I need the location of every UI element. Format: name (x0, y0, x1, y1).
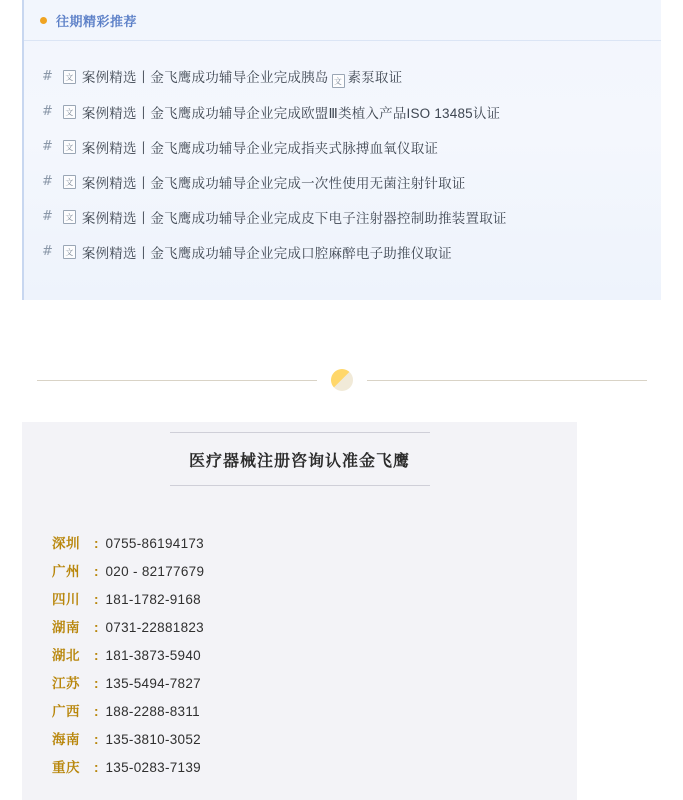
list-item (52, 644, 577, 672)
dot-icon (40, 17, 47, 24)
hash-icon: # (42, 209, 53, 224)
hash-icon: # (42, 104, 53, 119)
document-icon: 文 (332, 74, 345, 88)
list-item (52, 700, 577, 728)
list-item (52, 728, 577, 756)
list-item-label: 案例精选丨金飞鹰成功辅导企业完成欧盟Ⅲ类植入产品ISO 13485认证 (81, 105, 501, 121)
list-item (52, 756, 577, 784)
footer-title-block (22, 422, 577, 486)
contact-region: 广州 (52, 564, 80, 579)
divider-line-right (367, 380, 647, 381)
document-icon: 文 (63, 245, 76, 259)
contact-region: 重庆 (52, 760, 80, 775)
hash-icon: # (42, 174, 53, 189)
list-item-label: 案例精选丨金飞鹰成功辅导企业完成胰岛 文 素泵取证 (81, 69, 403, 86)
contact-region: 江苏 (52, 676, 80, 691)
document-icon: 文 (63, 105, 76, 119)
list-item (52, 672, 577, 700)
list-item-label: 案例精选丨金飞鹰成功辅导企业完成指夹式脉搏血氧仪取证 (81, 140, 439, 156)
document-icon: 文 (63, 70, 76, 84)
contact-region: 湖北 (52, 648, 80, 663)
contact-colon: : (94, 592, 99, 607)
contact-region: 四川 (52, 592, 80, 607)
recommended-header (24, 0, 661, 41)
contact-list (22, 486, 577, 784)
contact-colon: : (94, 760, 99, 775)
list-item[interactable] (24, 234, 661, 269)
contact-region: 湖南 (52, 620, 80, 635)
contact-region: 深圳 (52, 536, 80, 551)
contact-region: 广西 (52, 704, 80, 719)
list-item (52, 560, 577, 588)
page-title: 医疗器械注册咨询认准金飞鹰 (188, 453, 410, 470)
contact-colon: : (94, 620, 99, 635)
list-item (52, 532, 577, 560)
section-divider (0, 362, 683, 398)
contact-colon: : (94, 648, 99, 663)
contact-phone[interactable]: 181-1782-9168 (105, 592, 201, 607)
list-item[interactable] (24, 129, 661, 164)
list-item (52, 616, 577, 644)
document-icon: 文 (63, 140, 76, 154)
hash-icon: # (42, 69, 53, 84)
contact-phone[interactable]: 020 - 82177679 (105, 564, 205, 579)
contact-colon: : (94, 564, 99, 579)
list-item[interactable] (24, 94, 661, 129)
recommended-article-list (24, 41, 661, 269)
contact-colon: : (94, 732, 99, 747)
list-item[interactable] (24, 59, 661, 94)
recommended-articles-panel (22, 0, 661, 300)
divider-line-left (37, 380, 317, 381)
contact-colon: : (94, 676, 99, 691)
circle-orb-icon (331, 369, 353, 391)
contact-phone[interactable]: 0755-86194173 (105, 536, 204, 551)
list-item-label: 案例精选丨金飞鹰成功辅导企业完成皮下电子注射器控制助推装置取证 (81, 210, 507, 226)
hash-icon: # (42, 139, 53, 154)
list-item-label: 案例精选丨金飞鹰成功辅导企业完成一次性使用无菌注射针取证 (81, 175, 466, 191)
list-item[interactable] (24, 164, 661, 199)
contact-phone[interactable]: 0731-22881823 (105, 620, 204, 635)
contact-phone[interactable]: 135-0283-7139 (105, 760, 201, 775)
list-item[interactable] (24, 199, 661, 234)
hash-icon: # (42, 244, 53, 259)
contact-phone[interactable]: 188-2288-8311 (105, 704, 200, 719)
list-item (52, 588, 577, 616)
contact-phone[interactable]: 135-5494-7827 (105, 676, 201, 691)
list-item-label: 案例精选丨金飞鹰成功辅导企业完成口腔麻醉电子助推仪取证 (81, 245, 452, 261)
section-title: 往期精彩推荐 (56, 13, 138, 29)
document-icon: 文 (63, 210, 76, 224)
contact-region: 海南 (52, 732, 80, 747)
document-icon: 文 (63, 175, 76, 189)
contact-colon: : (94, 704, 99, 719)
contact-phone[interactable]: 135-3810-3052 (105, 732, 201, 747)
footer-contact-card (22, 422, 577, 800)
contact-colon: : (94, 536, 99, 551)
contact-phone[interactable]: 181-3873-5940 (105, 648, 201, 663)
